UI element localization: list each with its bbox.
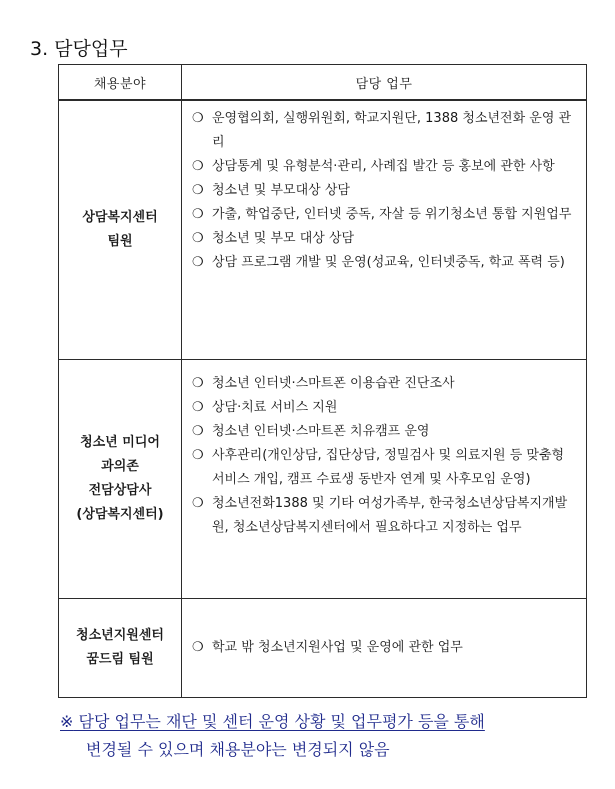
table-row: [59, 599, 587, 698]
duty-item: [190, 203, 578, 227]
duty-text: 학교 밖 청소년지원사업 및 운영에 관한 업무: [212, 640, 463, 655]
circle-bullet-icon: ❍: [192, 111, 204, 126]
circle-bullet-icon: ❍: [192, 640, 204, 655]
notice-text: [60, 708, 590, 764]
field-line: 팀원: [107, 234, 133, 249]
duty-text: 청소년 인터넷·스마트폰 이용습관 진단조사: [212, 376, 455, 391]
duty-text: 가출, 학업중단, 인터넷 중독, 자살 등 위기청소년 통합 지원업무: [212, 207, 572, 222]
duties-cell: [182, 100, 587, 360]
table-header-row: [59, 65, 587, 101]
field-line: 청소년 미디어: [80, 435, 160, 450]
duty-item: [190, 155, 578, 179]
duty-text: 사후관리(개인상담, 집단상담, 정밀검사 및 의료지원 등 맞춤형 서비스 개입, 캠프 수료생 동반자 연계 및 사후모임 운영): [212, 448, 565, 487]
notice-line-2-text: 변경될 수 있으며 채용분야는 변경되지 않음: [86, 740, 390, 759]
duty-text: 청소년 인터넷·스마트폰 치유캠프 운영: [212, 424, 430, 439]
circle-bullet-icon: ❍: [192, 159, 204, 174]
duty-item: [190, 492, 578, 540]
duty-item: [190, 444, 578, 492]
duty-text: 상담 프로그램 개발 및 운영(성교육, 인터넷중독, 학교 폭력 등): [212, 255, 565, 270]
table-row: [59, 360, 587, 599]
circle-bullet-icon: ❍: [192, 231, 204, 246]
duty-text: 청소년전화1388 및 기타 여성가족부, 한국청소년상담복지개발원, 청소년상담복지센터에서 필요하다고 지정하는 업무: [212, 496, 568, 535]
notice-line-1-text: 담당 업무는 재단 및 센터 운영 상황 및 업무평가 등을 통해: [78, 712, 485, 731]
circle-bullet-icon: ❍: [192, 424, 204, 439]
duty-item: [190, 420, 578, 444]
duty-item: [190, 372, 578, 396]
duty-item: [190, 636, 578, 660]
duties-cell: [182, 360, 587, 599]
circle-bullet-icon: ❍: [192, 183, 204, 198]
duty-item: [190, 107, 578, 155]
field-cell: [59, 599, 182, 698]
table-row: [59, 100, 587, 360]
header-duties: 담당 업무: [182, 65, 587, 101]
field-line: (상담복지센터): [76, 507, 164, 522]
duty-text: 상담·치료 서비스 지원: [212, 400, 338, 415]
circle-bullet-icon: ❍: [192, 496, 204, 511]
header-field: 채용분야: [59, 65, 182, 101]
duty-list: [182, 360, 586, 540]
field-line: 과의존: [101, 459, 139, 474]
duty-text: 운영협의회, 실행위원회, 학교지원단, 1388 청소년전화 운영 관리: [212, 111, 572, 150]
duty-text: 청소년 및 부모대상 상담: [212, 183, 350, 198]
field-line: 상담복지센터: [82, 210, 158, 225]
duty-table: [58, 64, 587, 698]
duty-item: [190, 396, 578, 420]
reference-mark: ※: [60, 712, 74, 731]
field-line: 청소년지원센터: [76, 628, 164, 643]
circle-bullet-icon: ❍: [192, 400, 204, 415]
duty-text: 상담통계 및 유형분석·관리, 사례집 발간 등 홍보에 관한 사항: [212, 159, 555, 174]
duty-item: [190, 227, 578, 251]
field-cell: [59, 100, 182, 360]
duty-list: [182, 636, 586, 660]
circle-bullet-icon: ❍: [192, 207, 204, 222]
duty-text: 청소년 및 부모 대상 상담: [212, 231, 355, 246]
duty-item: [190, 251, 578, 275]
duty-item: [190, 179, 578, 203]
notice-line-1: [60, 708, 590, 736]
circle-bullet-icon: ❍: [192, 448, 204, 463]
field-cell: [59, 360, 182, 599]
duty-list: [182, 101, 586, 275]
field-line: 전담상담사: [88, 483, 152, 498]
circle-bullet-icon: ❍: [192, 376, 204, 391]
circle-bullet-icon: ❍: [192, 255, 204, 270]
notice-line-2: [60, 736, 590, 764]
section-title: 3. 담당업무: [30, 38, 128, 60]
duties-cell: [182, 599, 587, 698]
field-line: 꿈드림 팀원: [86, 652, 154, 667]
